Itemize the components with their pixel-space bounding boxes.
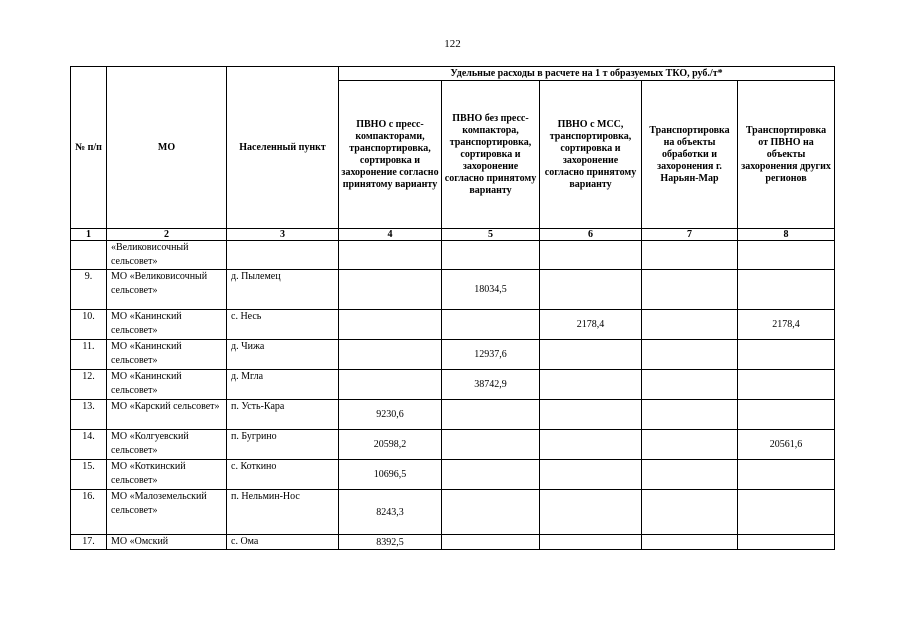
column-number-row	[71, 229, 835, 241]
row-number: 9.	[71, 270, 107, 310]
row-settlement	[227, 241, 339, 270]
row-value-col6	[540, 490, 642, 535]
row-number: 13.	[71, 400, 107, 430]
row-number: 11.	[71, 340, 107, 370]
column-number: 1	[71, 229, 107, 241]
row-value-col4: 10696,5	[339, 460, 442, 490]
row-value-col6	[540, 370, 642, 400]
column-number: 3	[227, 229, 339, 241]
row-value-col8	[738, 490, 835, 535]
row-value-col7	[642, 241, 738, 270]
row-value-col7	[642, 490, 738, 535]
row-settlement: с. Ома	[227, 535, 339, 550]
header-sub-5: ПВНО без пресс-компактора, транспортировка, сортировка и захоронение согласно принятому варианту	[442, 81, 540, 229]
column-number: 5	[442, 229, 540, 241]
row-settlement: п. Бугрино	[227, 430, 339, 460]
row-value-col8	[738, 241, 835, 270]
column-number: 4	[339, 229, 442, 241]
row-settlement: с. Несь	[227, 310, 339, 340]
row-settlement: с. Коткино	[227, 460, 339, 490]
row-value-col4: 20598,2	[339, 430, 442, 460]
row-value-col6	[540, 430, 642, 460]
table-row	[71, 370, 835, 400]
header-group-title: Удельные расходы в расчете на 1 т образуемых ТКО, руб./т*	[339, 67, 835, 81]
table-row	[71, 310, 835, 340]
row-value-col8: 2178,4	[738, 310, 835, 340]
row-settlement: п. Усть-Кара	[227, 400, 339, 430]
header-sub-8: Транспортировка от ПВНО на объекты захоронения других регионов	[738, 81, 835, 229]
header-sub-6: ПВНО с МСС, транспортировка, сортировка и захоронение согласно принятому варианту	[540, 81, 642, 229]
row-value-col8	[738, 460, 835, 490]
row-value-col8	[738, 340, 835, 370]
row-value-col4	[339, 340, 442, 370]
row-value-col5: 18034,5	[442, 270, 540, 310]
row-number: 10.	[71, 310, 107, 340]
table-row	[71, 490, 835, 535]
row-mo: «Великовисочный сельсовет»	[107, 241, 227, 270]
row-value-col4	[339, 370, 442, 400]
row-value-col5	[442, 430, 540, 460]
table-row	[71, 270, 835, 310]
row-mo: МО «Великовисочный сельсовет»	[107, 270, 227, 310]
table-row	[71, 400, 835, 430]
row-value-col5	[442, 490, 540, 535]
header-settlement: Населенный пункт	[227, 67, 339, 229]
table-row	[71, 241, 835, 270]
row-value-col6: 2178,4	[540, 310, 642, 340]
row-mo: МО «Колгуевский сельсовет»	[107, 430, 227, 460]
table-row	[71, 535, 835, 550]
row-number: 15.	[71, 460, 107, 490]
row-value-col6	[540, 460, 642, 490]
row-value-col4: 9230,6	[339, 400, 442, 430]
row-value-col4: 8392,5	[339, 535, 442, 550]
row-value-col5	[442, 535, 540, 550]
row-value-col5	[442, 241, 540, 270]
table-row	[71, 340, 835, 370]
row-mo: МО «Канинский сельсовет»	[107, 340, 227, 370]
header-mo: МО	[107, 67, 227, 229]
row-mo: МО «Малоземельский сельсовет»	[107, 490, 227, 535]
row-value-col6	[540, 535, 642, 550]
row-settlement: д. Мгла	[227, 370, 339, 400]
row-value-col6	[540, 241, 642, 270]
row-value-col6	[540, 270, 642, 310]
row-settlement: д. Пылемец	[227, 270, 339, 310]
row-mo: МО «Карский сельсовет»	[107, 400, 227, 430]
row-value-col7	[642, 400, 738, 430]
cost-table	[70, 66, 835, 550]
row-value-col7	[642, 310, 738, 340]
row-value-col5: 38742,9	[442, 370, 540, 400]
row-value-col6	[540, 340, 642, 370]
row-settlement: п. Нельмин-Нос	[227, 490, 339, 535]
row-number: 12.	[71, 370, 107, 400]
page-number: 122	[444, 38, 461, 50]
column-number: 2	[107, 229, 227, 241]
table-row	[71, 430, 835, 460]
row-mo: МО «Канинский сельсовет»	[107, 310, 227, 340]
row-number: 17.	[71, 535, 107, 550]
row-value-col4	[339, 310, 442, 340]
header-sub-4: ПВНО с пресс-компакторами, транспортировка, сортировка и захоронение согласно принятому варианту	[339, 81, 442, 229]
row-mo: МО «Омский	[107, 535, 227, 550]
row-value-col8	[738, 370, 835, 400]
row-value-col8	[738, 535, 835, 550]
header-num: № п/п	[71, 67, 107, 229]
column-number: 6	[540, 229, 642, 241]
column-number: 8	[738, 229, 835, 241]
row-value-col4	[339, 241, 442, 270]
row-settlement: д. Чижа	[227, 340, 339, 370]
row-value-col4	[339, 270, 442, 310]
row-value-col5	[442, 400, 540, 430]
header-sub-7: Транспортировка на объекты обработки и захоронения г. Нарьян-Мар	[642, 81, 738, 229]
row-value-col8	[738, 400, 835, 430]
row-mo: МО «Коткинский сельсовет»	[107, 460, 227, 490]
row-value-col7	[642, 340, 738, 370]
row-value-col7	[642, 370, 738, 400]
table-row	[71, 460, 835, 490]
column-number: 7	[642, 229, 738, 241]
row-value-col7	[642, 535, 738, 550]
row-value-col7	[642, 460, 738, 490]
row-value-col5: 12937,6	[442, 340, 540, 370]
row-number	[71, 241, 107, 270]
row-number: 14.	[71, 430, 107, 460]
row-value-col5	[442, 310, 540, 340]
row-number: 16.	[71, 490, 107, 535]
row-value-col4: 8243,3	[339, 490, 442, 535]
row-value-col8: 20561,6	[738, 430, 835, 460]
row-value-col6	[540, 400, 642, 430]
row-value-col7	[642, 270, 738, 310]
row-value-col7	[642, 430, 738, 460]
row-value-col8	[738, 270, 835, 310]
row-mo: МО «Канинский сельсовет»	[107, 370, 227, 400]
row-value-col5	[442, 460, 540, 490]
